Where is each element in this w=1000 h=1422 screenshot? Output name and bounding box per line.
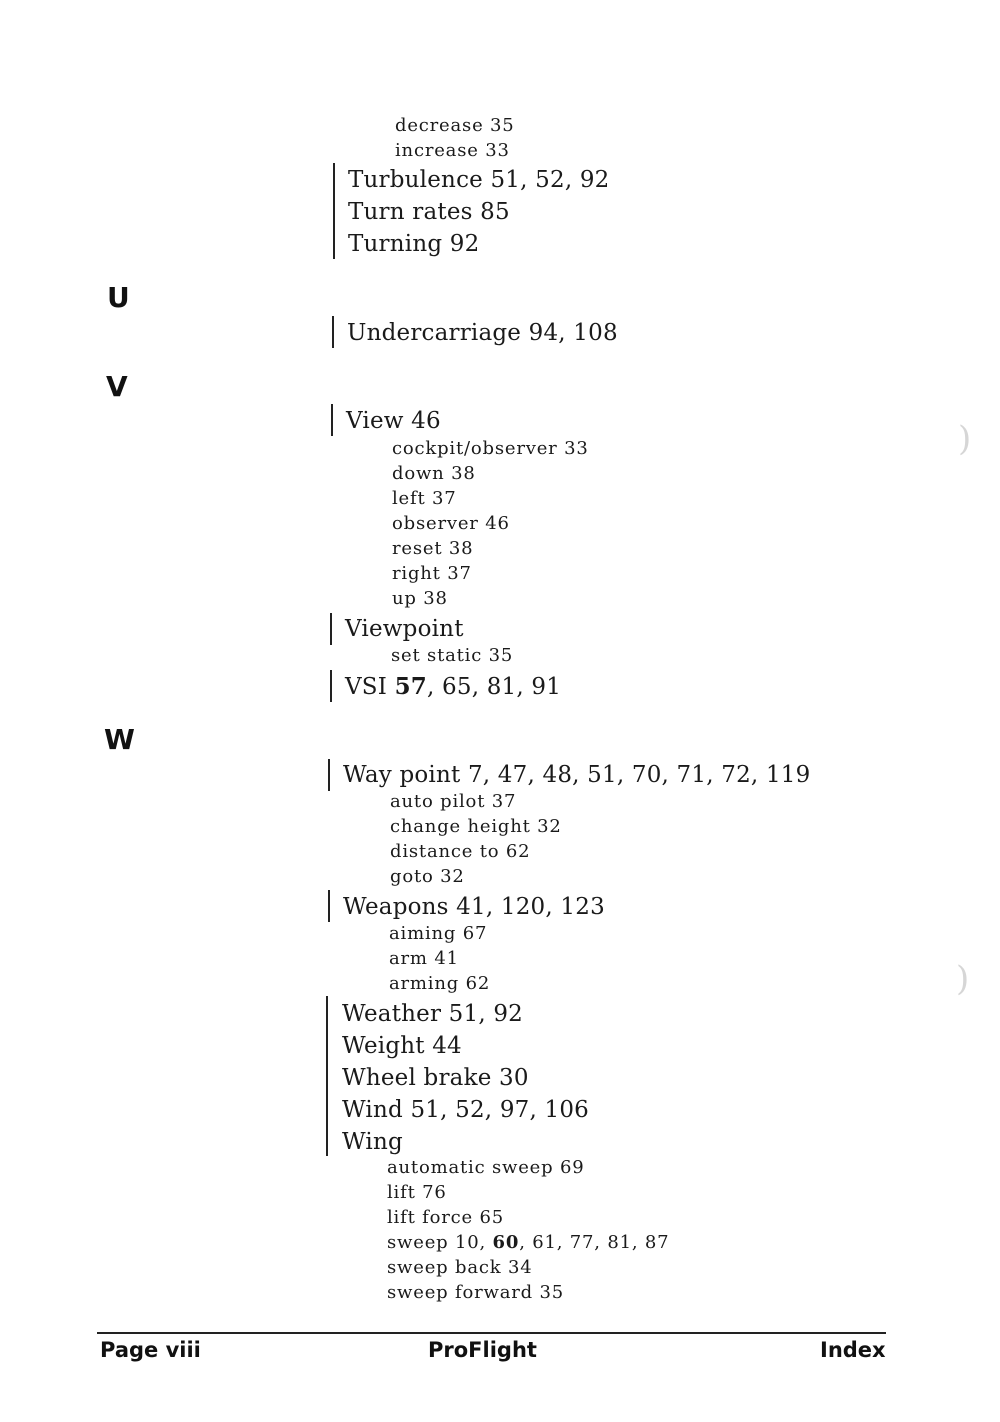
index-entry: Wheel brake 30 xyxy=(342,1065,529,1091)
change-bar xyxy=(326,996,328,1156)
index-subentry: up 38 xyxy=(392,588,448,609)
index-subentry: observer 46 xyxy=(392,513,510,534)
entry-bold-page: 60 xyxy=(492,1232,520,1253)
index-subentry: set static 35 xyxy=(391,645,514,666)
index-entry: Turbulence 51, 52, 92 xyxy=(348,167,610,193)
index-entry: Wing xyxy=(342,1129,403,1155)
index-entry: Way point 7, 47, 48, 51, 70, 71, 72, 119 xyxy=(343,762,811,788)
index-subentry: reset 38 xyxy=(392,538,474,559)
index-subentry: down 38 xyxy=(392,463,476,484)
change-bar xyxy=(330,670,332,702)
change-bar xyxy=(330,613,332,645)
index-subentry: automatic sweep 69 xyxy=(387,1157,585,1178)
change-bar xyxy=(332,316,334,348)
footer-page-number: Page viii xyxy=(100,1338,201,1362)
entry-text: VSI xyxy=(345,674,395,700)
index-entry: Turning 92 xyxy=(348,231,480,257)
index-subentry: lift 76 xyxy=(387,1182,447,1203)
index-subentry: decrease 35 xyxy=(395,115,515,136)
index-subentry: distance to 62 xyxy=(390,841,531,862)
section-letter-w: W xyxy=(104,723,135,756)
index-subentry: increase 33 xyxy=(395,140,510,161)
footer-section: Index xyxy=(820,1338,886,1362)
index-entry: View 46 xyxy=(346,408,441,434)
entry-bold-page: 57 xyxy=(394,673,427,700)
index-subentry-sweep xyxy=(387,1234,669,1252)
index-entry: Viewpoint xyxy=(345,616,464,642)
entry-text-rest: , 61, 77, 81, 87 xyxy=(519,1232,670,1253)
index-subentry: auto pilot 37 xyxy=(390,791,517,812)
index-entry: Weight 44 xyxy=(342,1033,462,1059)
index-subentry: lift force 65 xyxy=(387,1207,504,1228)
index-subentry: left 37 xyxy=(392,488,457,509)
index-subentry: change height 32 xyxy=(390,816,562,837)
scan-mark: ) xyxy=(956,959,970,999)
index-subentry: right 37 xyxy=(392,563,472,584)
change-bar xyxy=(331,404,333,436)
change-bar xyxy=(328,759,330,791)
index-entry: Weather 51, 92 xyxy=(342,1001,524,1027)
footer-rule xyxy=(97,1332,886,1334)
index-entry: Weapons 41, 120, 123 xyxy=(343,894,605,920)
footer-title: ProFlight xyxy=(428,1338,537,1362)
entry-text: sweep 10, xyxy=(387,1232,493,1253)
entry-text-rest: , 65, 81, 91 xyxy=(427,674,562,700)
index-entry: Wind 51, 52, 97, 106 xyxy=(342,1097,590,1123)
section-letter-u: U xyxy=(107,281,130,314)
index-subentry: arming 62 xyxy=(389,973,491,994)
index-entry-vsi xyxy=(345,675,561,699)
index-subentry: sweep forward 35 xyxy=(387,1282,564,1303)
change-bar xyxy=(328,890,330,922)
index-entry: Undercarriage 94, 108 xyxy=(347,320,618,346)
index-subentry: sweep back 34 xyxy=(387,1257,533,1278)
scan-mark: ) xyxy=(958,419,972,459)
index-subentry: arm 41 xyxy=(389,948,459,969)
index-subentry: aiming 67 xyxy=(389,923,488,944)
section-letter-v: V xyxy=(106,370,128,403)
change-bar xyxy=(333,163,335,259)
index-subentry: cockpit/observer 33 xyxy=(392,438,589,459)
index-entry: Turn rates 85 xyxy=(348,199,510,225)
index-subentry: goto 32 xyxy=(390,866,465,887)
